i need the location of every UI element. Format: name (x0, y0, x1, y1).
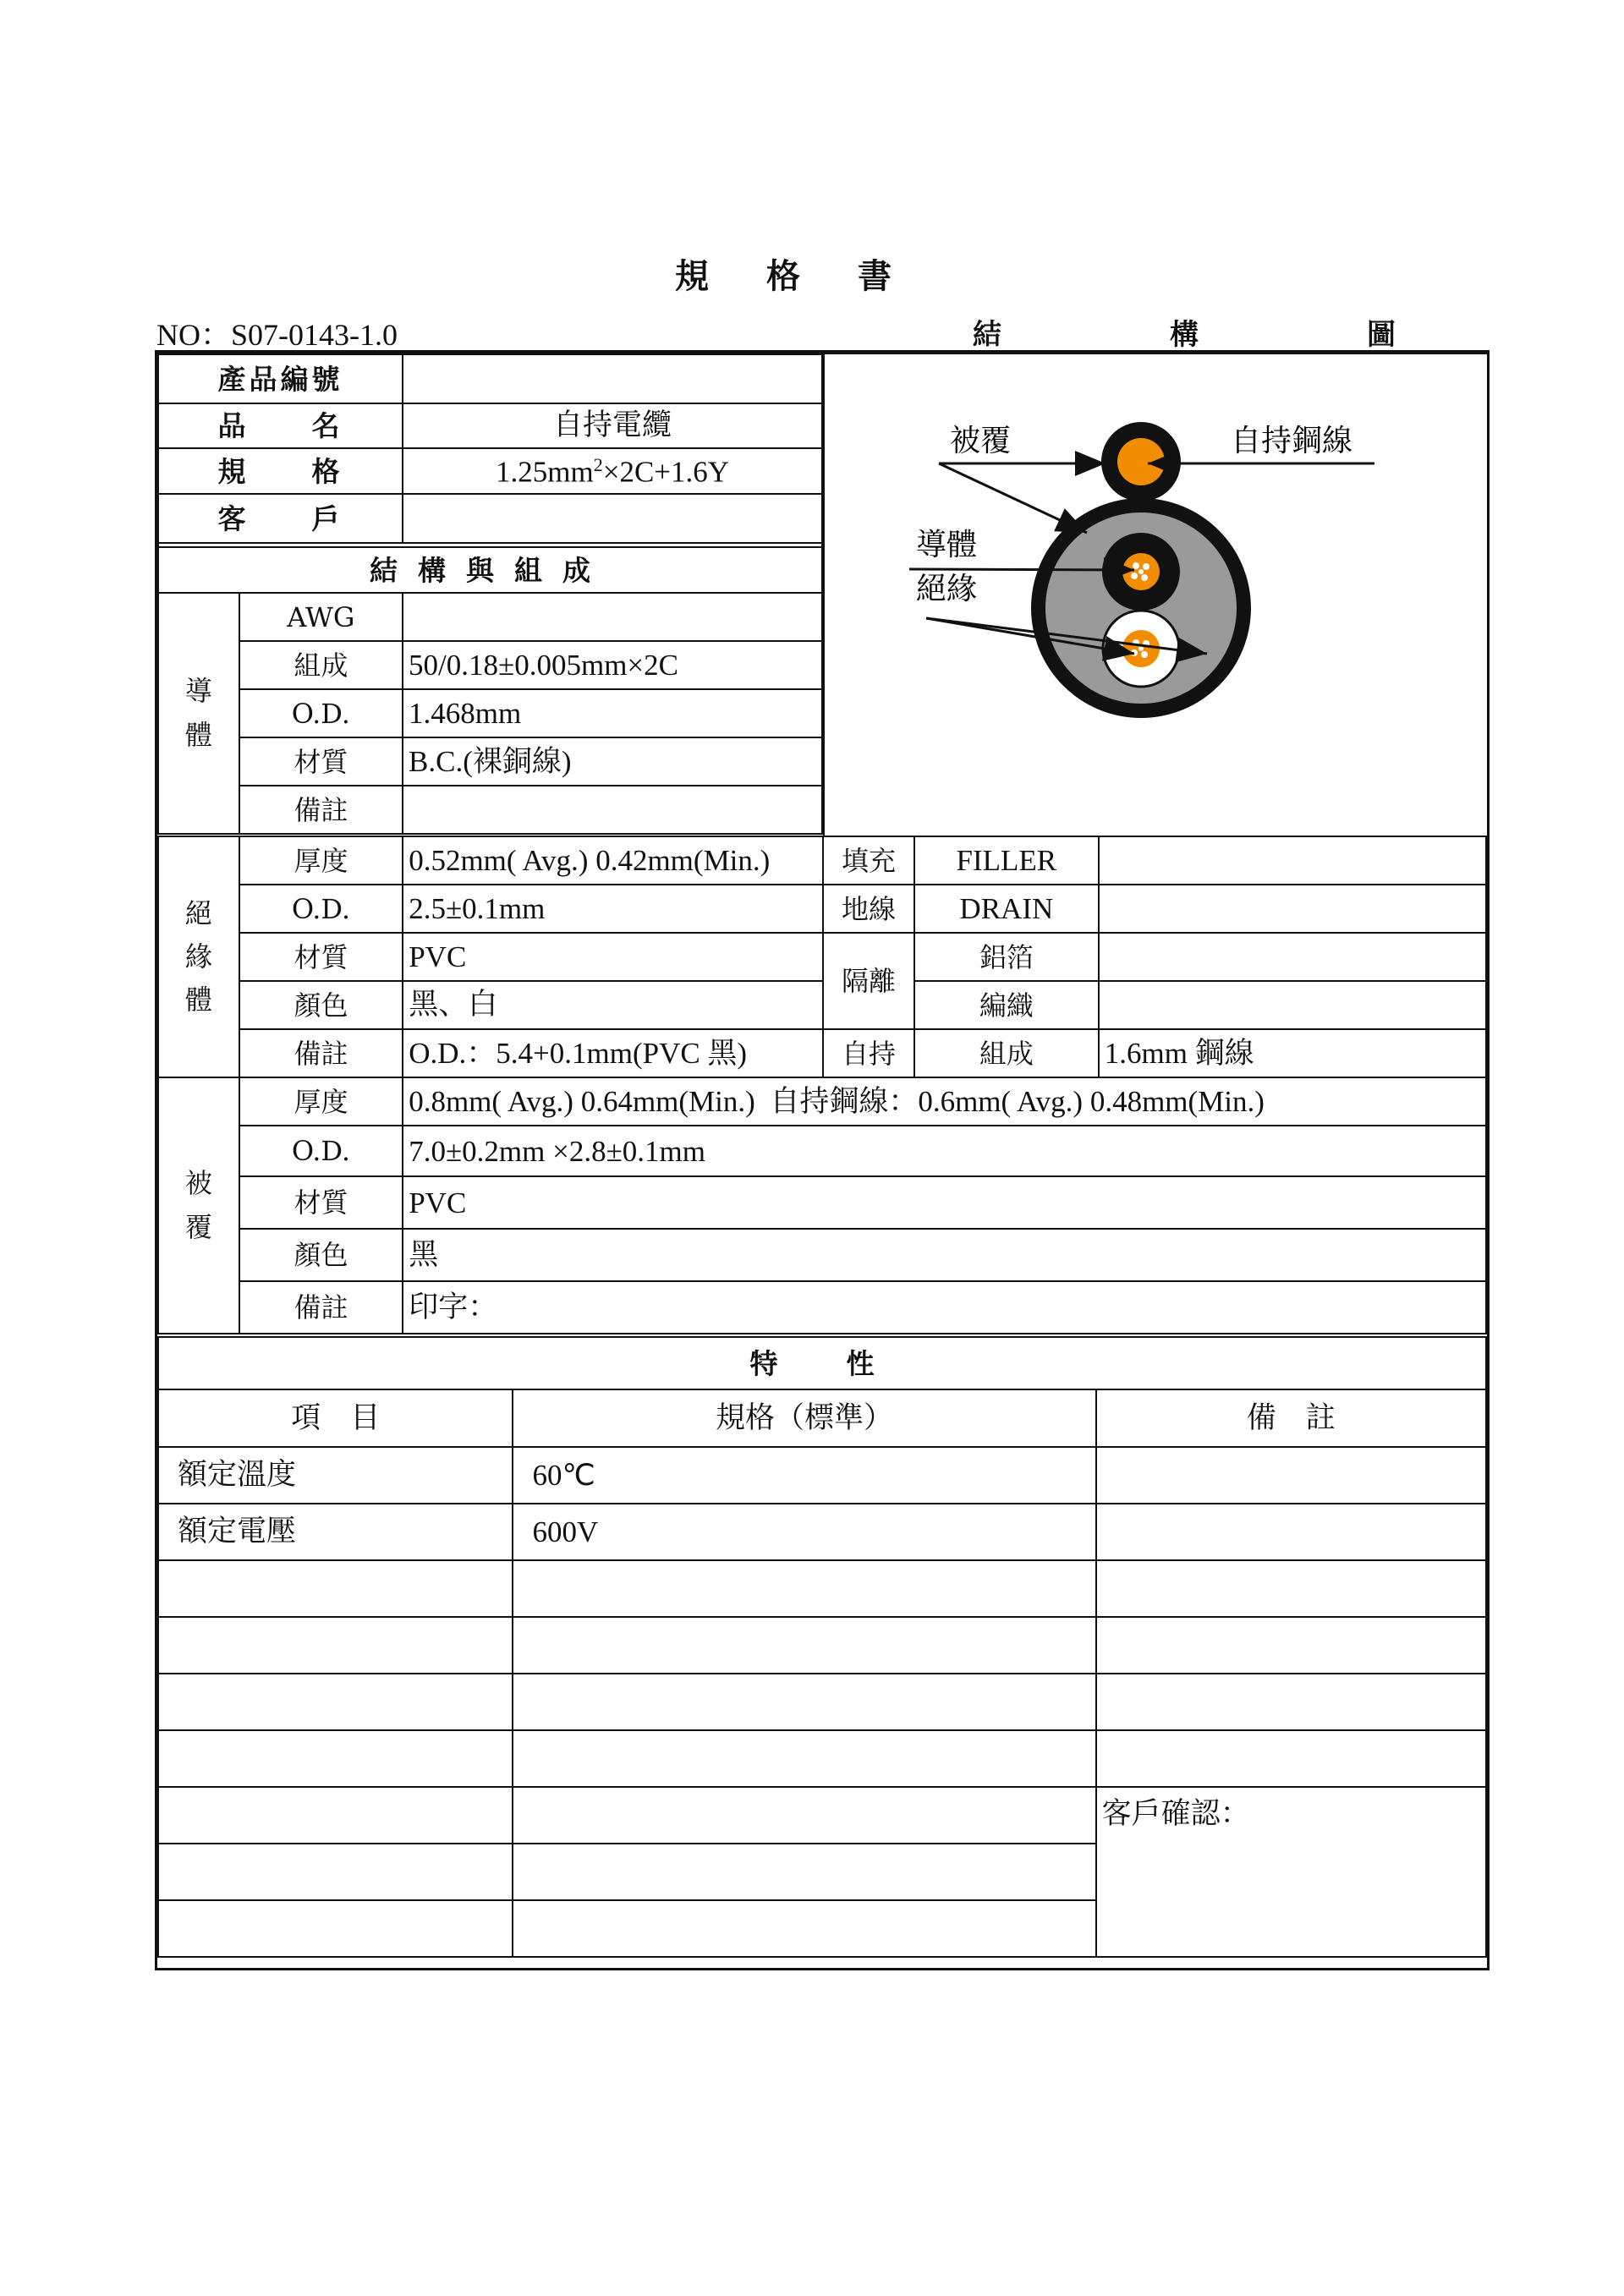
characteristics-heading: 特 性 (158, 1337, 1486, 1389)
product-name-row (158, 403, 822, 448)
spec-value-superscript: 2 (593, 453, 603, 475)
product-code-value (403, 354, 822, 403)
insulation-note-value: O.D.：5.4+0.1mm(PVC 黑) (403, 1029, 823, 1077)
rated-temperature-spec: 60℃ (513, 1447, 1095, 1504)
rated-voltage-item: 額定電壓 (158, 1504, 513, 1560)
product-customer-label: 客 戶 (158, 494, 403, 543)
insulation-group-char-2: 緣 (184, 940, 212, 973)
empty-cell (513, 1674, 1095, 1730)
drain-label: 地線 (823, 885, 914, 933)
diagram-heading-char-1: 結 (973, 318, 1001, 352)
product-spec-value (403, 448, 822, 494)
leader-jacket-cable (939, 463, 1087, 533)
empty-cell (513, 1787, 1095, 1844)
insulation-od-value: 2.5±0.1mm (403, 885, 823, 933)
self-support-name: 組成 (914, 1029, 1099, 1077)
jacket-group-char-1: 被 (184, 1167, 212, 1200)
rated-voltage-note (1096, 1504, 1486, 1560)
diagram-heading (973, 311, 1396, 353)
conductor-row (158, 786, 822, 834)
characteristics-row (158, 1560, 1486, 1617)
conductor-note-label: 備註 (239, 786, 403, 834)
characteristics-row (158, 1504, 1486, 1560)
cable-cross-section-diagram (825, 353, 1489, 836)
conductor-note-value (403, 786, 822, 834)
jacket-row (158, 1281, 1486, 1334)
characteristics-header-row (158, 1389, 1486, 1447)
product-customer-row (158, 494, 822, 543)
insulation-jacket-table (157, 836, 1487, 1334)
jacket-note-value: 印字： (403, 1281, 1486, 1334)
column-item-header: 項 目 (158, 1389, 513, 1447)
empty-cell (513, 1844, 1095, 1900)
conductor-group-label (158, 593, 239, 834)
conductor-od-label: O.D. (239, 689, 403, 737)
document-number: NO：S07-0143-1.0 (156, 318, 398, 352)
jacket-group-label (158, 1077, 239, 1334)
jacket-thickness-value: 0.8mm( Avg.) 0.64mm(Min.) 自持鋼線：0.6mm( Avg.) 0.48mm(Min.) (403, 1077, 1486, 1126)
structure-diagram-panel (823, 353, 1489, 837)
insulation-group-char-1: 絕 (184, 896, 212, 929)
empty-cell (1096, 1730, 1486, 1787)
page-title: 規格書 (675, 256, 949, 296)
jacket-row (158, 1176, 1486, 1229)
empty-cell (158, 1730, 513, 1787)
rated-temperature-note (1096, 1447, 1486, 1504)
insulation-row (158, 836, 1486, 885)
empty-cell (513, 1730, 1095, 1787)
label-jacket: 被覆 (950, 424, 1012, 458)
empty-cell (513, 1900, 1095, 1957)
insulation-color-value: 黑、白 (403, 981, 823, 1029)
conductor-row (158, 593, 822, 641)
product-spec-label: 規 格 (158, 448, 403, 494)
conductor-composition-label: 組成 (239, 641, 403, 689)
insulation-color-label: 顏色 (239, 981, 403, 1029)
conductor-row (158, 737, 822, 786)
diagram-heading-char-3: 圖 (1367, 318, 1396, 352)
structure-table (157, 546, 823, 835)
empty-cell (1096, 1674, 1486, 1730)
empty-cell (513, 1617, 1095, 1674)
empty-cell (158, 1844, 513, 1900)
insulation-note-label: 備註 (239, 1029, 403, 1077)
characteristics-row (158, 1674, 1486, 1730)
label-insulation: 絕緣 (916, 572, 978, 606)
insulation-group-char-3: 體 (184, 984, 212, 1016)
diagram-heading-char-2: 構 (1170, 318, 1199, 352)
messenger-steel-wire (1117, 438, 1165, 485)
filler-label: 填充 (823, 836, 914, 885)
product-code-row (158, 354, 822, 403)
insulation-thickness-label: 厚度 (239, 836, 403, 885)
insulation-group-label (158, 836, 239, 1077)
jacket-note-label: 備註 (239, 1281, 403, 1334)
insulation-row (158, 885, 1486, 933)
conductor-material-value: B.C.(裸銅線) (403, 737, 822, 786)
insulation-row (158, 981, 1486, 1029)
drain-name: DRAIN (914, 885, 1099, 933)
jacket-od-value: 7.0±0.2mm ×2.8±0.1mm (403, 1126, 1486, 1176)
leader-conductor (909, 569, 1134, 570)
conductor-group-char-2: 體 (184, 718, 212, 751)
shield-label: 隔離 (823, 933, 914, 1029)
insulation-material-value: PVC (403, 933, 823, 981)
characteristics-table (157, 1336, 1487, 1958)
conductor-material-label: 材質 (239, 737, 403, 786)
jacket-group-char-2: 覆 (184, 1210, 212, 1243)
empty-cell (158, 1900, 513, 1957)
product-name-value: 自持電纜 (403, 403, 822, 448)
insulation-row (158, 1029, 1486, 1077)
empty-cell (1096, 1617, 1486, 1674)
conductor-group-char-1: 導 (184, 675, 212, 708)
characteristics-row (158, 1730, 1486, 1787)
conductor-composition-value: 50/0.18±0.005mm×2C (403, 641, 822, 689)
empty-cell (158, 1787, 513, 1844)
conductor-od-value: 1.468mm (403, 689, 822, 737)
braid-name: 編織 (914, 981, 1099, 1029)
jacket-row (158, 1077, 1486, 1126)
structure-heading: 結構與組成 (158, 547, 822, 593)
conductor-awg-value (403, 593, 822, 641)
jacket-color-value: 黑 (403, 1229, 1486, 1281)
jacket-row (158, 1229, 1486, 1281)
jacket-thickness-label: 厚度 (239, 1077, 403, 1126)
product-customer-value (403, 494, 822, 543)
customer-confirmation-label: 客戶確認： (1101, 1797, 1250, 1831)
characteristics-row (158, 1617, 1486, 1674)
insulation-thickness-value: 0.52mm( Avg.) 0.42mm(Min.) (403, 836, 823, 885)
spec-value-part-a: 1.25mm (496, 455, 594, 489)
foil-name: 鋁箔 (914, 933, 1099, 981)
empty-cell (158, 1674, 513, 1730)
column-note-header: 備 註 (1096, 1389, 1486, 1447)
label-messenger: 自持鋼線 (1231, 424, 1353, 458)
empty-cell (158, 1560, 513, 1617)
structure-heading-row (158, 547, 822, 593)
filler-name: FILLER (914, 836, 1099, 885)
rated-temperature-item: 額定溫度 (158, 1447, 513, 1504)
self-support-label: 自持 (823, 1029, 914, 1077)
drain-value (1099, 885, 1486, 933)
characteristics-row (158, 1447, 1486, 1504)
customer-confirmation-cell (1096, 1787, 1486, 1957)
spec-value-part-b: ×2C+1.6Y (602, 455, 730, 489)
empty-cell (158, 1617, 513, 1674)
insulation-material-label: 材質 (239, 933, 403, 981)
conductor-awg-label: AWG (239, 593, 403, 641)
jacket-material-value: PVC (403, 1176, 1486, 1229)
filler-value (1099, 836, 1486, 885)
jacket-od-label: O.D. (239, 1126, 403, 1176)
column-spec-header: 規格（標準） (513, 1389, 1095, 1447)
product-info-table (157, 353, 823, 551)
product-code-label: 產品編號 (158, 354, 403, 403)
product-name-label: 品 名 (158, 403, 403, 448)
characteristics-row (158, 1787, 1486, 1844)
conductor-row (158, 641, 822, 689)
jacket-color-label: 顏色 (239, 1229, 403, 1281)
empty-cell (1096, 1560, 1486, 1617)
rated-voltage-spec: 600V (513, 1504, 1095, 1560)
empty-cell (513, 1560, 1095, 1617)
conductor-row (158, 689, 822, 737)
label-conductor: 導體 (916, 528, 978, 562)
insulation-row (158, 933, 1486, 981)
jacket-material-label: 材質 (239, 1176, 403, 1229)
foil-value (1099, 933, 1486, 981)
jacket-row (158, 1126, 1486, 1176)
self-support-value: 1.6mm 鋼線 (1099, 1029, 1486, 1077)
product-spec-row (158, 448, 822, 494)
characteristics-heading-row (158, 1337, 1486, 1389)
insulation-od-label: O.D. (239, 885, 403, 933)
braid-value (1099, 981, 1486, 1029)
